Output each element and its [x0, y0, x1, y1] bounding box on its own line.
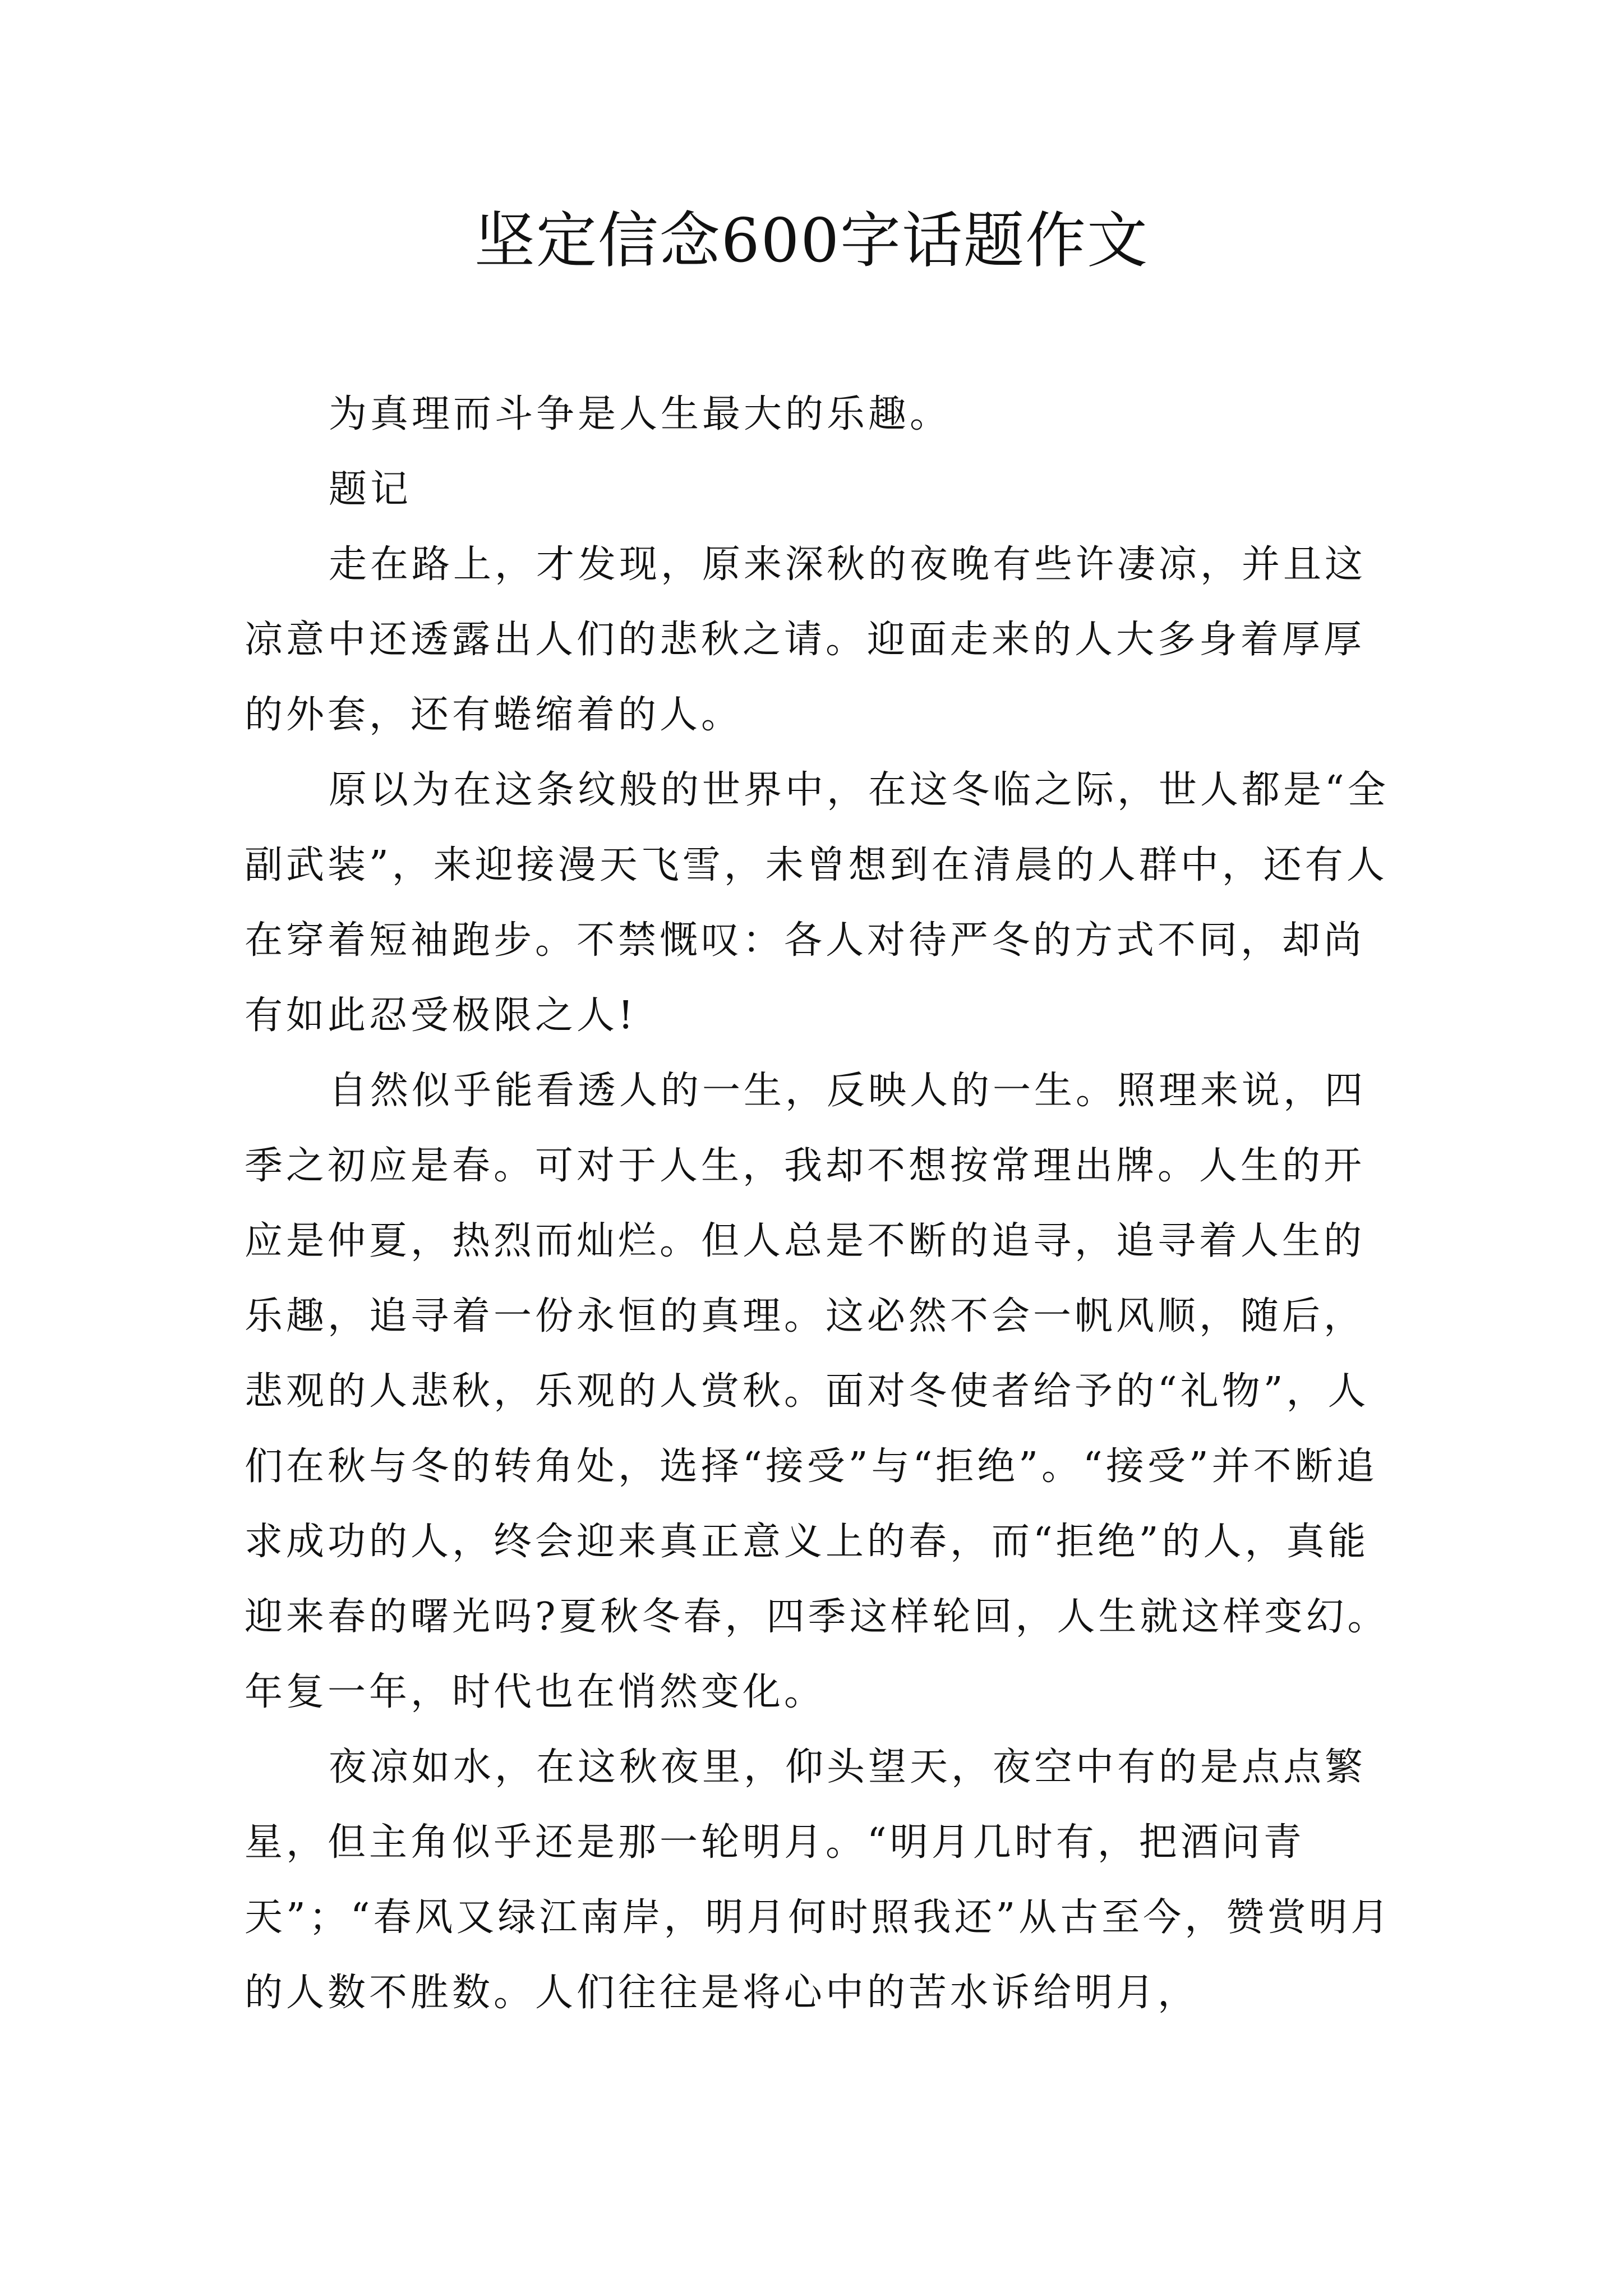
- paragraph-2: 原以为在这条纹般的世界中，在这冬临之际，世人都是“全副武装”，来迎接漫天飞雪，未曾想到在清晨的人群中，还有人在穿着短袖跑步。不禁慨叹：各人对待严冬的方式不同，却尚有如此忍受极限之人!: [245, 768, 1389, 1038]
- document-title: 坚定信念600字话题作文: [474, 206, 1149, 276]
- paragraph-3: 自然似乎能看透人的一生，反映人的一生。照理来说，四季之初应是春。可对于人生，我却不想按常理出牌。人生的开应是仲夏，热烈而灿烂。但人总是不断的追寻，追寻着人生的乐趣，追寻着一份永恒的真理。这必然不会一帆风顺，随后，悲观的人悲秋，乐观的人赏秋。面对冬使者给予的“礼物”，人们在秋与冬的转角处，选择“接受”与“拒绝”。“接受”并不断追求成功的人，终会迎来真正意义上的春，而“拒绝”的人，真能迎来春的曙光吗?夏秋冬春，四季这样轮回，人生就这样变幻。年复一年，时代也在悄然变化。: [245, 1069, 1389, 1714]
- paragraph-4: 夜凉如水，在这秋夜里，仰头望天，夜空中有的是点点繁星，但主角似乎还是那一轮明月。“明月几时有，把酒问青天”；“春风又绿江南岸，明月何时照我还”从古至今，赞赏明月的人数不胜数。人们往往是将心中的苦水诉给明月，: [245, 1745, 1393, 2015]
- paragraph-epigraph: 为真理而斗争是人生最大的乐趣。: [329, 392, 952, 436]
- paragraph-epigraph-attribution: 题记: [329, 467, 412, 512]
- document-body: [245, 377, 1405, 2031]
- paragraph-1: 走在路上，才发现，原来深秋的夜晚有些许凄凉，并且这凉意中还透露出人们的悲秋之请。迎面走来的人大多身着厚厚的外套，还有蜷缩着的人。: [245, 542, 1367, 737]
